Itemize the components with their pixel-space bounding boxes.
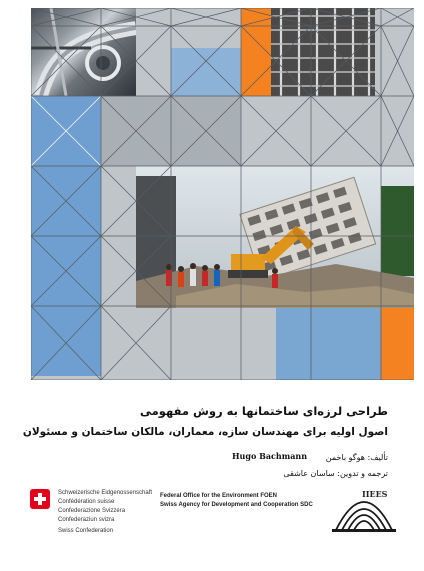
swiss-confederation: Swiss Confederation (58, 528, 114, 534)
swiss-flag-icon (30, 489, 50, 513)
swiss-line: Confederaziun svizra (58, 517, 115, 523)
swiss-line: Schweizerische Eidgenossenschaft (58, 490, 153, 496)
swiss-line: Confederazione Svizzera (58, 508, 126, 514)
author-name: Hugo Bachmann (232, 451, 308, 461)
cover-artwork (31, 8, 414, 380)
iiees-logo-icon (332, 500, 396, 536)
swiss-line: Confédération suisse (58, 499, 115, 505)
book-title: طراحی لرزه‌ای ساختمانها به روش مفهومی (140, 404, 388, 418)
translator-label: ترجمه و تدوین: ساسان عاشقی (283, 469, 388, 478)
author-label: تألیف: هوگو باخمن (325, 453, 388, 462)
foen-sdc-label (160, 492, 313, 510)
foen-line: Federal Office for the Environment FOEN (160, 493, 278, 499)
grid-overlay (31, 8, 414, 380)
sdc-line: Swiss Agency for Development and Cooperation SDC (160, 502, 313, 508)
swiss-confederation-names (58, 489, 152, 525)
iiees-label: IIEES (362, 489, 388, 499)
book-subtitle: اصول اولیه برای مهندسان سازه، معماران، مالکان ساختمان و مسئولان (22, 426, 388, 438)
